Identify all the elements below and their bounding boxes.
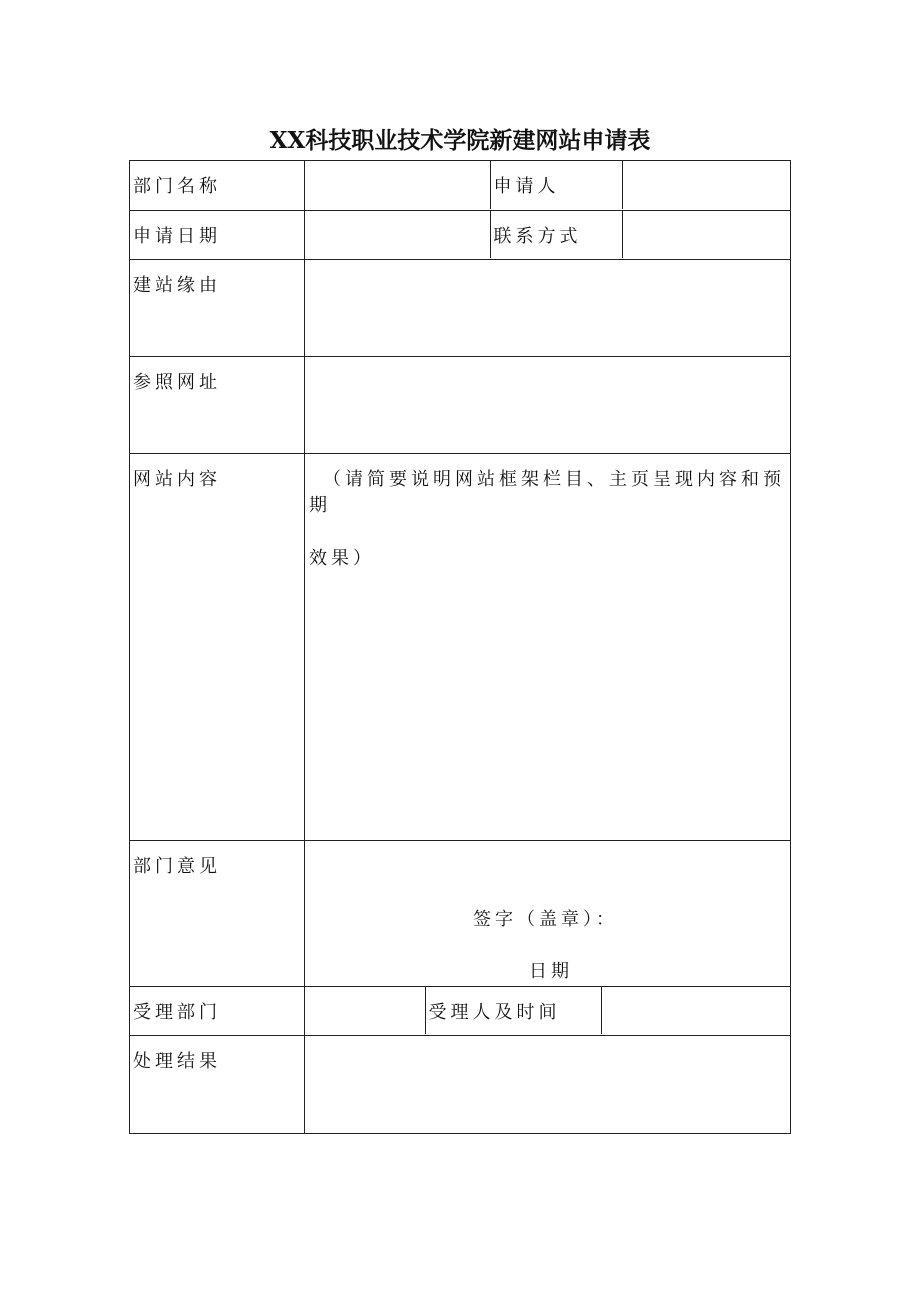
date-contact-cell (305, 211, 791, 260)
result-label: 处理结果 (133, 1051, 221, 1072)
site-content-hint-line2: 效果） (309, 548, 375, 569)
reason-label-cell (130, 260, 305, 357)
department-name-field[interactable] (305, 161, 490, 209)
nested-row-1 (305, 161, 791, 209)
handling-dept-field[interactable] (305, 987, 425, 1034)
applicant-label: 申请人 (493, 176, 560, 197)
department-name-label-cell (130, 161, 305, 211)
applicant-label-cell (490, 161, 622, 209)
opinion-date-label: 日期 (529, 961, 573, 982)
row-date-contact (130, 211, 791, 260)
department-name-label: 部门名称 (133, 176, 221, 197)
apply-date-label-cell (130, 211, 305, 260)
reference-url-field[interactable] (305, 357, 791, 454)
contact-field[interactable] (622, 211, 791, 258)
site-content-label-cell (130, 454, 305, 841)
row-handling (130, 987, 791, 1036)
department-applicant-cell (305, 161, 791, 211)
row-department-applicant (130, 161, 791, 211)
nested-row-7 (305, 987, 791, 1034)
row-result (130, 1036, 791, 1134)
contact-label-cell (490, 211, 622, 258)
reference-url-label-cell (130, 357, 305, 454)
result-label-cell (130, 1036, 305, 1134)
dept-opinion-label: 部门意见 (133, 856, 221, 877)
handling-dept-label: 受理部门 (133, 1002, 221, 1023)
handling-dept-label-cell (130, 987, 305, 1036)
site-content-hint-line1: （请简要说明网站框架栏目、主页呈现内容和预期 (309, 469, 785, 516)
apply-date-label: 申请日期 (133, 226, 221, 247)
site-content-label: 网站内容 (133, 469, 221, 490)
applicant-field[interactable] (622, 161, 791, 209)
result-field[interactable] (305, 1036, 791, 1134)
handler-time-label: 受理人及时间 (428, 1002, 561, 1023)
reason-label: 建站缘由 (133, 275, 221, 296)
nested-row-2 (305, 211, 791, 258)
form-title: XX科技职业技术学院新建网站申请表 (269, 127, 651, 154)
dept-opinion-field[interactable] (305, 841, 791, 987)
reference-url-label: 参照网址 (133, 372, 221, 393)
site-content-field[interactable] (305, 454, 791, 841)
signature-label: 签字（盖章）： (473, 909, 618, 930)
apply-date-field[interactable] (305, 211, 490, 258)
reason-field[interactable] (305, 260, 791, 357)
row-site-content (130, 454, 791, 841)
row-reason (130, 260, 791, 357)
handler-time-field[interactable] (601, 987, 791, 1034)
row-reference-url (130, 357, 791, 454)
application-form-table (129, 160, 791, 1134)
dept-opinion-label-cell (130, 841, 305, 987)
handler-time-label-cell (425, 987, 601, 1034)
handling-cell (305, 987, 791, 1036)
contact-label: 联系方式 (493, 226, 582, 247)
row-dept-opinion (130, 841, 791, 987)
